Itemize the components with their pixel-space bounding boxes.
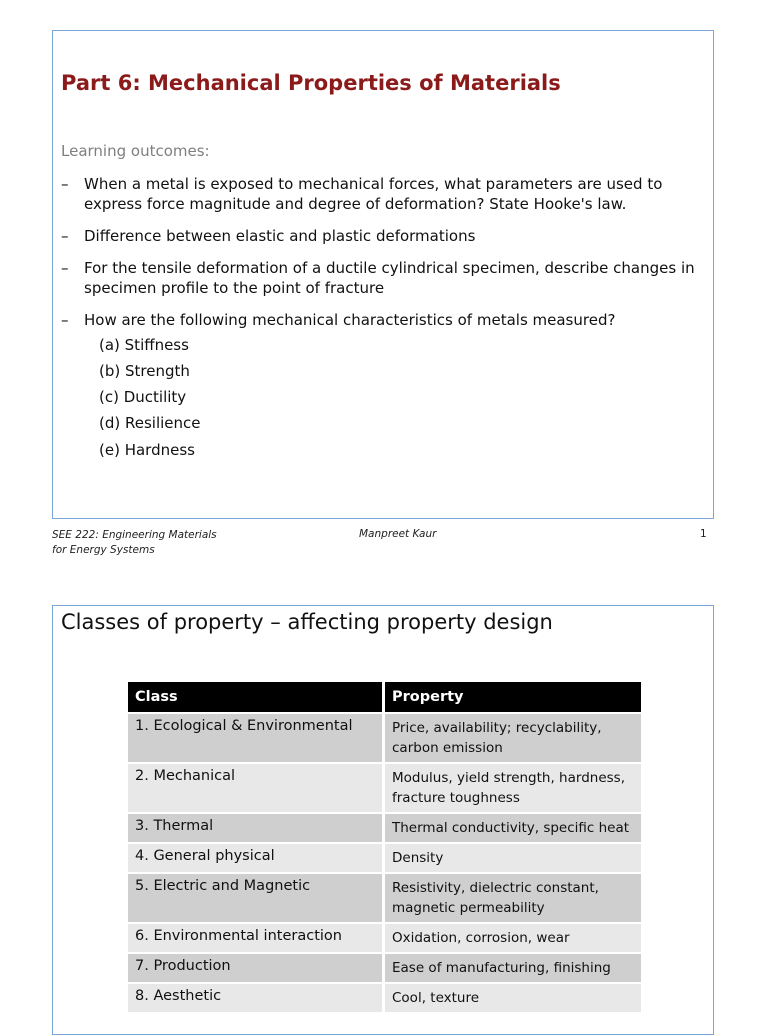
learning-outcome xyxy=(61,310,706,330)
slide-2 xyxy=(52,605,714,1035)
table-row xyxy=(128,814,641,842)
class-cell: 8. Aesthetic xyxy=(128,984,385,1012)
property-classes-table xyxy=(128,680,641,1014)
class-cell: 6. Environmental interaction xyxy=(128,924,385,952)
outcome-text: Difference between elastic and plastic deformations xyxy=(84,227,476,245)
learning-outcome xyxy=(61,174,706,214)
characteristic-item: (d) Resilience xyxy=(99,414,201,432)
outcome-text: How are the following mechanical characteristics of metals measured? xyxy=(84,311,616,329)
bullet-dash: – xyxy=(61,175,69,193)
bullet-dash: – xyxy=(61,311,69,329)
class-cell: 1. Ecological & Environmental xyxy=(128,714,385,762)
property-cell: Thermal conductivity, specific heat xyxy=(385,814,641,842)
table-row xyxy=(128,874,641,922)
learning-outcomes-heading: Learning outcomes: xyxy=(61,142,210,160)
property-cell: Density xyxy=(385,844,641,872)
property-cell: Oxidation, corrosion, wear xyxy=(385,924,641,952)
slide-title: Part 6: Mechanical Properties of Materials xyxy=(61,71,561,95)
page-number: 1 xyxy=(700,528,707,540)
footer-course xyxy=(52,528,252,558)
table-row xyxy=(128,954,641,982)
slide-title: Classes of property – affecting property design xyxy=(61,610,553,634)
property-cell: Resistivity, dielectric constant, magnetic permeability xyxy=(385,874,641,922)
class-cell: 5. Electric and Magnetic xyxy=(128,874,385,922)
footer-course-line: for Energy Systems xyxy=(52,544,155,556)
table-row xyxy=(128,844,641,872)
characteristic-item: (e) Hardness xyxy=(99,441,195,459)
footer-course-line: SEE 222: Engineering Materials xyxy=(52,529,217,541)
bullet-dash: – xyxy=(61,259,69,277)
table-row xyxy=(128,984,641,1012)
bullet-dash: – xyxy=(61,227,69,245)
learning-outcome xyxy=(61,226,706,246)
property-cell: Cool, texture xyxy=(385,984,641,1012)
outcome-text: For the tensile deformation of a ductile cylindrical specimen, describe changes in specimen profile to the point of fracture xyxy=(84,259,695,297)
footer-author: Manpreet Kaur xyxy=(359,528,437,540)
class-cell: 3. Thermal xyxy=(128,814,385,842)
property-cell: Modulus, yield strength, hardness, fracture toughness xyxy=(385,764,641,812)
table-row xyxy=(128,764,641,812)
table-row xyxy=(128,714,641,762)
class-cell: 7. Production xyxy=(128,954,385,982)
outcome-text: When a metal is exposed to mechanical forces, what parameters are used to express force magnitude and degree of deformation? State Hooke's law. xyxy=(84,175,663,213)
property-cell: Ease of manufacturing, finishing xyxy=(385,954,641,982)
characteristic-item: (b) Strength xyxy=(99,362,190,380)
table-row xyxy=(128,924,641,952)
characteristic-item: (a) Stiffness xyxy=(99,336,189,354)
class-cell: 4. General physical xyxy=(128,844,385,872)
slide-1 xyxy=(52,30,714,519)
column-header-property: Property xyxy=(385,682,641,712)
class-cell: 2. Mechanical xyxy=(128,764,385,812)
learning-outcome xyxy=(61,258,706,298)
characteristic-item: (c) Ductility xyxy=(99,388,187,406)
table-header-row xyxy=(128,682,641,712)
column-header-class: Class xyxy=(128,682,385,712)
property-cell: Price, availability; recyclability, carbon emission xyxy=(385,714,641,762)
